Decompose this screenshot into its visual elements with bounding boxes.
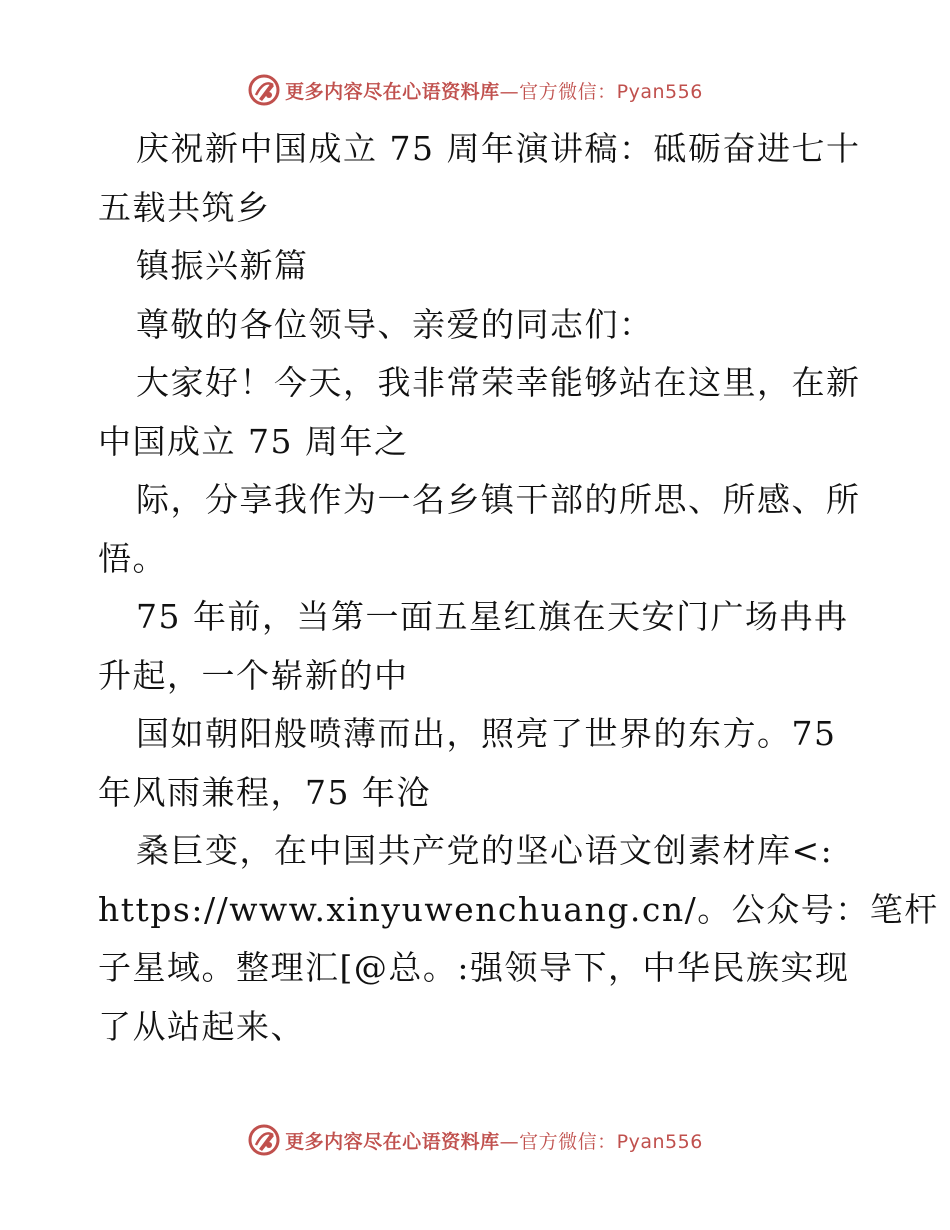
text-line: 子星域。整理汇[@总。:强领导下，中华民族实现 — [98, 948, 850, 987]
watermark-text — [285, 1127, 703, 1154]
watermark-logo-icon — [247, 1123, 281, 1157]
text-line: 年风雨兼程，75 年沧 — [98, 772, 431, 812]
link-text-line: https://www.xinyuwenchuang.cn/。公众号：笔杆 — [98, 889, 939, 929]
text-line: 中国成立 75 周年之 — [98, 421, 409, 461]
text-line: 五载共筑乡 — [98, 187, 271, 227]
header-watermark — [0, 70, 950, 110]
text-line: 75 年前，当第一面五星红旗在天安门广场冉冉 — [136, 597, 849, 636]
text-line: 尊敬的各位领导、亲爱的同志们： — [136, 304, 654, 344]
watermark-wechat: 官方微信：Pyan556 — [519, 1130, 703, 1153]
watermark-dash: — — [499, 1130, 520, 1153]
watermark-text — [285, 77, 703, 104]
text-line: 大家好！今天，我非常荣幸能够站在这里，在新 — [136, 363, 861, 402]
text-line: 了从站起来、 — [98, 1006, 305, 1046]
document-body — [98, 120, 939, 1056]
watermark-wechat: 官方微信：Pyan556 — [519, 80, 703, 103]
text-line: 悟。 — [98, 538, 167, 578]
text-line: 国如朝阳般喷薄而出，照亮了世界的东方。75 — [136, 714, 837, 753]
text-line: 镇振兴新篇 — [136, 246, 309, 285]
watermark-site: 更多内容尽在心语资料库 — [285, 1130, 500, 1153]
text-line: 升起，一个崭新的中 — [98, 655, 409, 695]
watermark-dash: — — [499, 80, 520, 103]
text-line: 庆祝新中国成立 75 周年演讲稿：砥砺奋进七十 — [136, 129, 861, 168]
footer-watermark — [0, 1120, 950, 1160]
text-line: 桑巨变，在中国共产党的坚心语文创素材库<: — [136, 831, 834, 870]
text-line: 际，分享我作为一名乡镇干部的所思、所感、所 — [136, 480, 861, 519]
watermark-site: 更多内容尽在心语资料库 — [285, 80, 500, 103]
watermark-logo-icon — [247, 73, 281, 107]
